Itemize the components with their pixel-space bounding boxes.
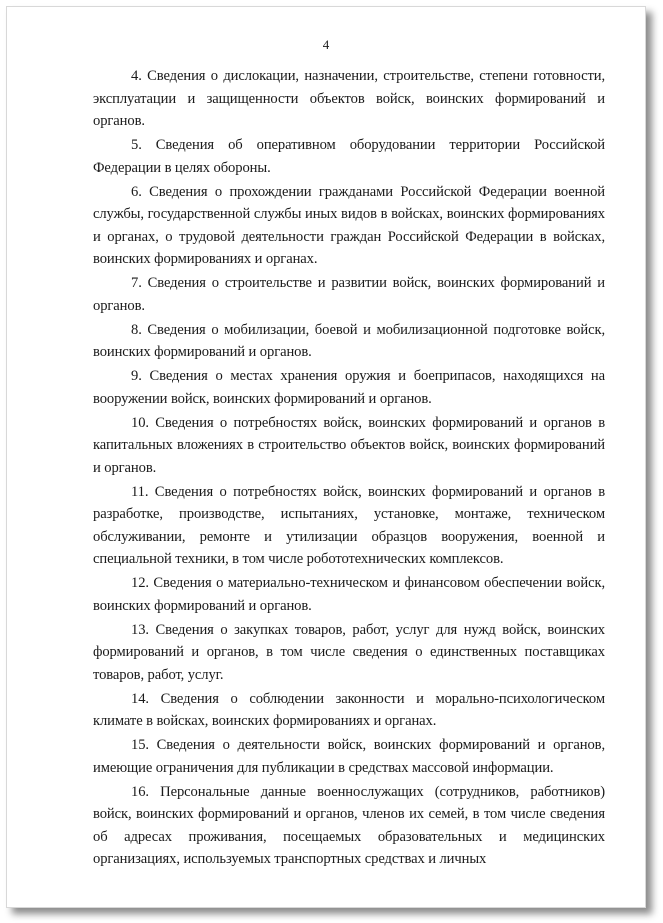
- paragraph-item-13: 13. Сведения о закупках товаров, работ, услуг для нужд войск, воинских формирований и органов, в том числе сведения о единственных поставщиках товаров, работ, услуг.: [93, 621, 605, 683]
- paragraph-item-10: 10. Сведения о потребностях войск, воинских формирований и органов в капитальных вложениях в строительство объектов войск, воинских формирований и органов.: [93, 414, 605, 476]
- document-page: [6, 6, 646, 908]
- paragraph-item-14: 14. Сведения о соблюдении законности и морально-психологическом климате в войсках, воинских формированиях и органах.: [93, 690, 605, 729]
- document-body: [93, 65, 605, 872]
- paragraph-item-6: 6. Сведения о прохождении гражданами Российской Федерации военной службы, государственной службы иных видов в войсках, воинских формированиях и органах, о трудовой деятельности граждан Российской Федерации в войсках, воинских формированиях и органах.: [93, 183, 605, 267]
- paragraph-item-11: 11. Сведения о потребностях войск, воинских формирований и органов в разработке, производстве, испытаниях, установке, монтаже, техническом обслуживании, ремонте и утилизации образцов вооружения, военной и специальной техники, в том числе робототехнических комплексов.: [93, 483, 605, 567]
- paragraph-item-5: 5. Сведения об оперативном оборудовании территории Российской Федерации в целях обороны.: [93, 137, 605, 176]
- paragraph-item-15: 15. Сведения о деятельности войск, воинских формирований и органов, имеющие ограничения для публикации в средствах массовой информации.: [93, 737, 605, 776]
- paragraph-item-4: 4. Сведения о дислокации, назначении, строительстве, степени готовности, эксплуатации и защищенности объектов войск, воинских формирований и органов.: [93, 68, 605, 129]
- page-number: 4: [322, 37, 330, 52]
- paragraph-item-16: 16. Персональные данные военнослужащих (сотрудников, работников) войск, воинских формирований и органов, членов их семей, в том числе сведения об адресах проживания, посещаемых образовательных и медицинских организациях, используемых транспортных средствах и личных: [93, 783, 605, 867]
- paragraph-item-9: 9. Сведения о местах хранения оружия и боеприпасов, находящихся на вооружении войск, воинских формирований и органов.: [93, 368, 605, 407]
- paragraph-item-12: 12. Сведения о материально-техническом и финансовом обеспечении войск, воинских формирований и органов.: [93, 575, 605, 614]
- paragraph-item-7: 7. Сведения о строительстве и развитии войск, воинских формирований и органов.: [93, 275, 605, 314]
- paragraph-item-8: 8. Сведения о мобилизации, боевой и мобилизационной подготовке войск, воинских формирований и органов.: [93, 321, 605, 360]
